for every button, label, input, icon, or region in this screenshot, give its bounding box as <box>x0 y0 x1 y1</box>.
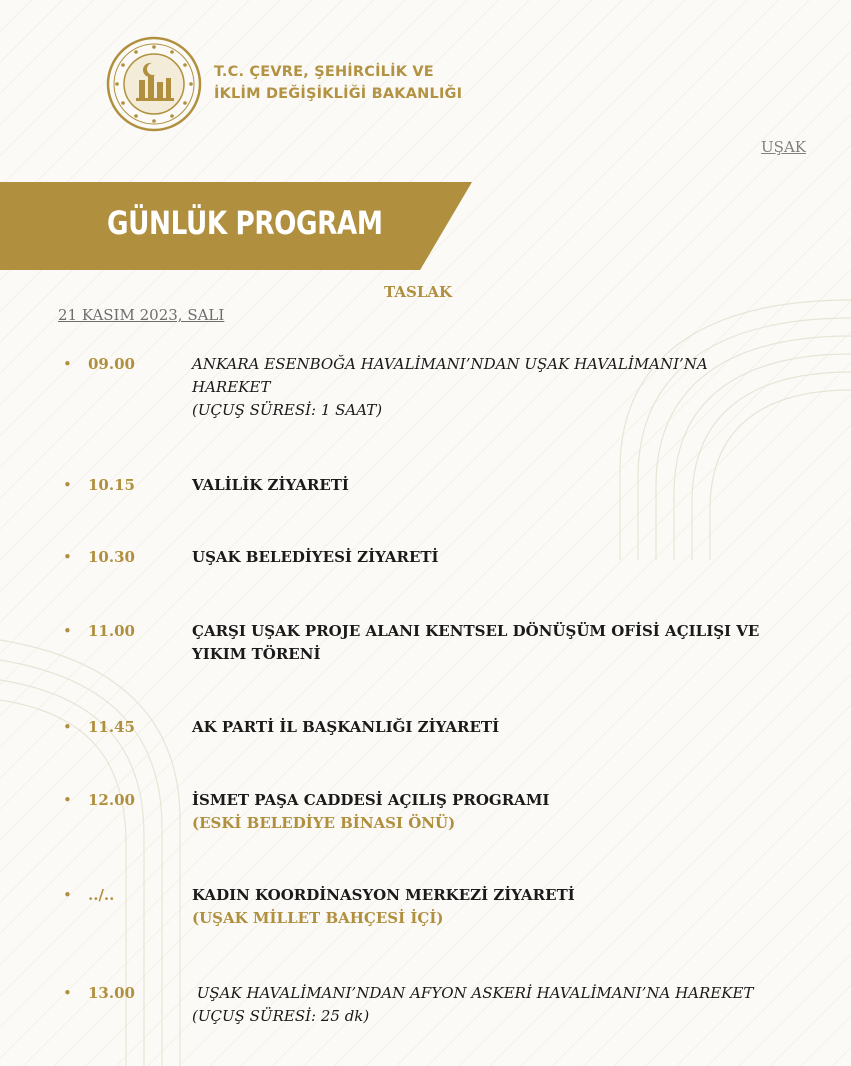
schedule-time: 09.00 <box>88 355 135 373</box>
schedule-line: YIKIM TÖRENİ <box>192 645 321 663</box>
schedule-description <box>192 546 812 569</box>
ministry-name-line2: İKLİM DEĞİŞİKLİĞİ BAKANLIĞI <box>214 86 463 102</box>
schedule-line: İSMET PAŞA CADDESİ AÇILIŞ PROGRAMI <box>192 791 550 809</box>
bullet-icon: • <box>63 355 72 373</box>
schedule-time: 12.00 <box>88 791 135 809</box>
bullet-icon: • <box>63 984 72 1002</box>
bullet-icon: • <box>63 718 72 736</box>
schedule-description <box>192 474 812 497</box>
program-date: 21 KASIM 2023, SALI <box>58 306 225 324</box>
schedule-line: VALİLİK ZİYARETİ <box>192 476 349 494</box>
schedule-time: 10.15 <box>88 476 135 494</box>
schedule-note: (UÇUŞ SÜRESİ: 25 dk) <box>192 1007 370 1025</box>
bullet-icon: • <box>63 476 72 494</box>
schedule-line: UŞAK HAVALİMANI’NDAN AFYON ASKERİ HAVALİMANI’NA HAREKET <box>192 984 754 1002</box>
schedule-description <box>192 716 812 739</box>
schedule-line: UŞAK BELEDİYESİ ZİYARETİ <box>192 548 439 566</box>
schedule-line: AK PARTİ İL BAŞKANLIĞI ZİYARETİ <box>192 718 500 736</box>
page-title: GÜNLÜK PROGRAM <box>107 204 383 242</box>
bullet-icon: • <box>63 886 72 904</box>
ministry-seal-icon <box>106 36 202 132</box>
schedule-description <box>192 353 812 422</box>
schedule-time: 10.30 <box>88 548 135 566</box>
schedule-line: HAREKET <box>192 378 271 396</box>
schedule-line: ÇARŞI UŞAK PROJE ALANI KENTSEL DÖNÜŞÜM OFİSİ AÇILIŞI VE <box>192 622 760 640</box>
schedule-description <box>192 982 812 1028</box>
bullet-icon: • <box>63 548 72 566</box>
schedule-location: (UŞAK MİLLET BAHÇESİ İÇİ) <box>192 909 444 927</box>
draft-label: TASLAK <box>384 283 453 301</box>
schedule-line: ANKARA ESENBOĞA HAVALİMANI’NDAN UŞAK HAVALİMANI’NA <box>192 355 708 373</box>
ministry-name-line1: T.C. ÇEVRE, ŞEHİRCİLİK VE <box>214 64 434 80</box>
city-label: UŞAK <box>761 138 806 156</box>
schedule-time: 11.00 <box>88 622 135 640</box>
schedule-description <box>192 884 812 930</box>
schedule-description <box>192 789 812 835</box>
bullet-icon: • <box>63 791 72 809</box>
schedule-time: 11.45 <box>88 718 135 736</box>
schedule-time: 13.00 <box>88 984 135 1002</box>
schedule-time: ../.. <box>88 886 115 904</box>
bullet-icon: • <box>63 622 72 640</box>
schedule-description <box>192 620 812 666</box>
schedule-location: (ESKİ BELEDİYE BİNASI ÖNÜ) <box>192 814 456 832</box>
ministry-name <box>214 61 462 105</box>
schedule-note: (UÇUŞ SÜRESİ: 1 SAAT) <box>192 401 383 419</box>
schedule-line: KADIN KOORDİNASYON MERKEZİ ZİYARETİ <box>192 886 575 904</box>
